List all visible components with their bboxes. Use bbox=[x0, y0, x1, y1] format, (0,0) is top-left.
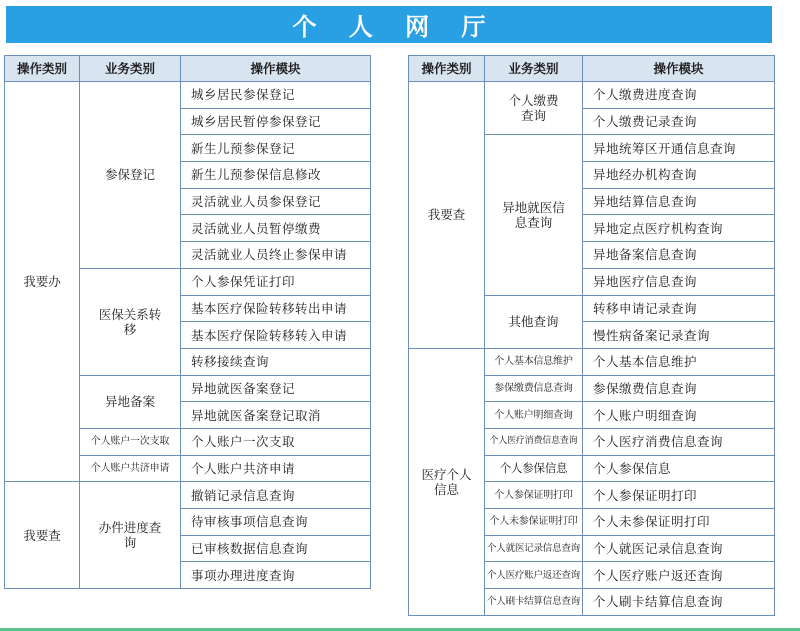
module-cell[interactable]: 个人账户一次支取 bbox=[181, 428, 371, 455]
module-cell[interactable]: 新生儿预参保信息修改 bbox=[181, 162, 371, 189]
module-cell[interactable]: 个人医疗账户返还查询 bbox=[583, 562, 775, 589]
header-op-type: 操作类别 bbox=[5, 56, 80, 82]
module-cell[interactable]: 灵活就业人员终止参保申请 bbox=[181, 242, 371, 269]
module-cell[interactable]: 转移接续查询 bbox=[181, 348, 371, 375]
module-cell[interactable]: 异地就医备案登记取消 bbox=[181, 402, 371, 429]
module-cell[interactable]: 已审核数据信息查询 bbox=[181, 535, 371, 562]
table-header-row bbox=[409, 56, 775, 82]
right-service-table bbox=[408, 55, 775, 616]
module-cell[interactable]: 异地结算信息查询 bbox=[583, 188, 775, 215]
module-cell[interactable]: 异地统筹区开通信息查询 bbox=[583, 135, 775, 162]
module-cell[interactable]: 灵活就业人员暂停缴费 bbox=[181, 215, 371, 242]
biz-type-cell: 异地备案 bbox=[80, 375, 181, 428]
header-op-type: 操作类别 bbox=[409, 56, 485, 82]
op-type-cell: 我要查 bbox=[409, 82, 485, 349]
module-cell[interactable]: 待审核事项信息查询 bbox=[181, 509, 371, 536]
module-cell[interactable]: 个人未参保证明打印 bbox=[583, 509, 775, 536]
module-cell[interactable]: 转移申请记录查询 bbox=[583, 295, 775, 322]
biz-type-cell: 个人医疗账户返还查询 bbox=[485, 562, 583, 589]
biz-type-cell: 个人账户共济申请 bbox=[80, 455, 181, 482]
table-row bbox=[5, 482, 371, 509]
module-cell[interactable]: 灵活就业人员参保登记 bbox=[181, 188, 371, 215]
biz-type-cell: 其他查询 bbox=[485, 295, 583, 348]
biz-type-cell: 个人缴费查询 bbox=[485, 82, 583, 135]
table-header-row bbox=[5, 56, 371, 82]
module-cell[interactable]: 异地定点医疗机构查询 bbox=[583, 215, 775, 242]
module-cell[interactable]: 个人医疗消费信息查询 bbox=[583, 428, 775, 455]
biz-type-cell: 异地就医信息查询 bbox=[485, 135, 583, 295]
biz-type-cell: 办件进度查询 bbox=[80, 482, 181, 589]
biz-type-cell: 参保缴费信息查询 bbox=[485, 375, 583, 402]
table-row bbox=[409, 348, 775, 375]
module-cell[interactable]: 异地医疗信息查询 bbox=[583, 268, 775, 295]
module-cell[interactable]: 撤销记录信息查询 bbox=[181, 482, 371, 509]
biz-type-cell: 个人账户明细查询 bbox=[485, 402, 583, 429]
page-title: 个 人 网 厅 bbox=[292, 13, 498, 41]
table-row bbox=[5, 82, 371, 109]
biz-type-cell: 个人就医记录信息查询 bbox=[485, 535, 583, 562]
page-title-bar bbox=[6, 6, 772, 43]
header-biz-type: 业务类别 bbox=[485, 56, 583, 82]
biz-type-cell: 个人基本信息维护 bbox=[485, 348, 583, 375]
module-cell[interactable]: 事项办理进度查询 bbox=[181, 562, 371, 589]
biz-type-cell: 参保登记 bbox=[80, 82, 181, 269]
module-cell[interactable]: 个人刷卡结算信息查询 bbox=[583, 589, 775, 616]
module-cell[interactable]: 个人基本信息维护 bbox=[583, 348, 775, 375]
module-cell[interactable]: 异地经办机构查询 bbox=[583, 162, 775, 189]
module-cell[interactable]: 慢性病备案记录查询 bbox=[583, 322, 775, 349]
module-cell[interactable]: 个人账户共济申请 bbox=[181, 455, 371, 482]
op-type-cell: 我要办 bbox=[5, 82, 80, 482]
module-cell[interactable]: 基本医疗保险转移转出申请 bbox=[181, 295, 371, 322]
module-cell[interactable]: 个人账户明细查询 bbox=[583, 402, 775, 429]
module-cell[interactable]: 个人缴费进度查询 bbox=[583, 82, 775, 109]
module-cell[interactable]: 异地备案信息查询 bbox=[583, 242, 775, 269]
module-cell[interactable]: 城乡居民参保登记 bbox=[181, 82, 371, 109]
module-cell[interactable]: 个人参保证明打印 bbox=[583, 482, 775, 509]
header-biz-type: 业务类别 bbox=[80, 56, 181, 82]
left-service-table bbox=[4, 55, 371, 589]
biz-type-cell: 个人刷卡结算信息查询 bbox=[485, 589, 583, 616]
header-module: 操作模块 bbox=[181, 56, 371, 82]
table-row bbox=[409, 82, 775, 109]
header-module: 操作模块 bbox=[583, 56, 775, 82]
module-cell[interactable]: 个人缴费记录查询 bbox=[583, 108, 775, 135]
biz-type-cell: 个人账户一次支取 bbox=[80, 428, 181, 455]
biz-type-cell: 个人参保证明打印 bbox=[485, 482, 583, 509]
biz-type-cell: 个人参保信息 bbox=[485, 455, 583, 482]
module-cell[interactable]: 个人参保凭证打印 bbox=[181, 268, 371, 295]
biz-type-cell: 个人未参保证明打印 bbox=[485, 509, 583, 536]
module-cell[interactable]: 异地就医备案登记 bbox=[181, 375, 371, 402]
module-cell[interactable]: 个人就医记录信息查询 bbox=[583, 535, 775, 562]
module-cell[interactable]: 基本医疗保险转移转入申请 bbox=[181, 322, 371, 349]
op-type-cell: 医疗个人信息 bbox=[409, 348, 485, 615]
biz-type-cell: 医保关系转移 bbox=[80, 268, 181, 375]
op-type-cell: 我要查 bbox=[5, 482, 80, 589]
module-cell[interactable]: 新生儿预参保登记 bbox=[181, 135, 371, 162]
module-cell[interactable]: 城乡居民暂停参保登记 bbox=[181, 108, 371, 135]
biz-type-cell: 个人医疗消费信息查询 bbox=[485, 428, 583, 455]
module-cell[interactable]: 个人参保信息 bbox=[583, 455, 775, 482]
module-cell[interactable]: 参保缴费信息查询 bbox=[583, 375, 775, 402]
